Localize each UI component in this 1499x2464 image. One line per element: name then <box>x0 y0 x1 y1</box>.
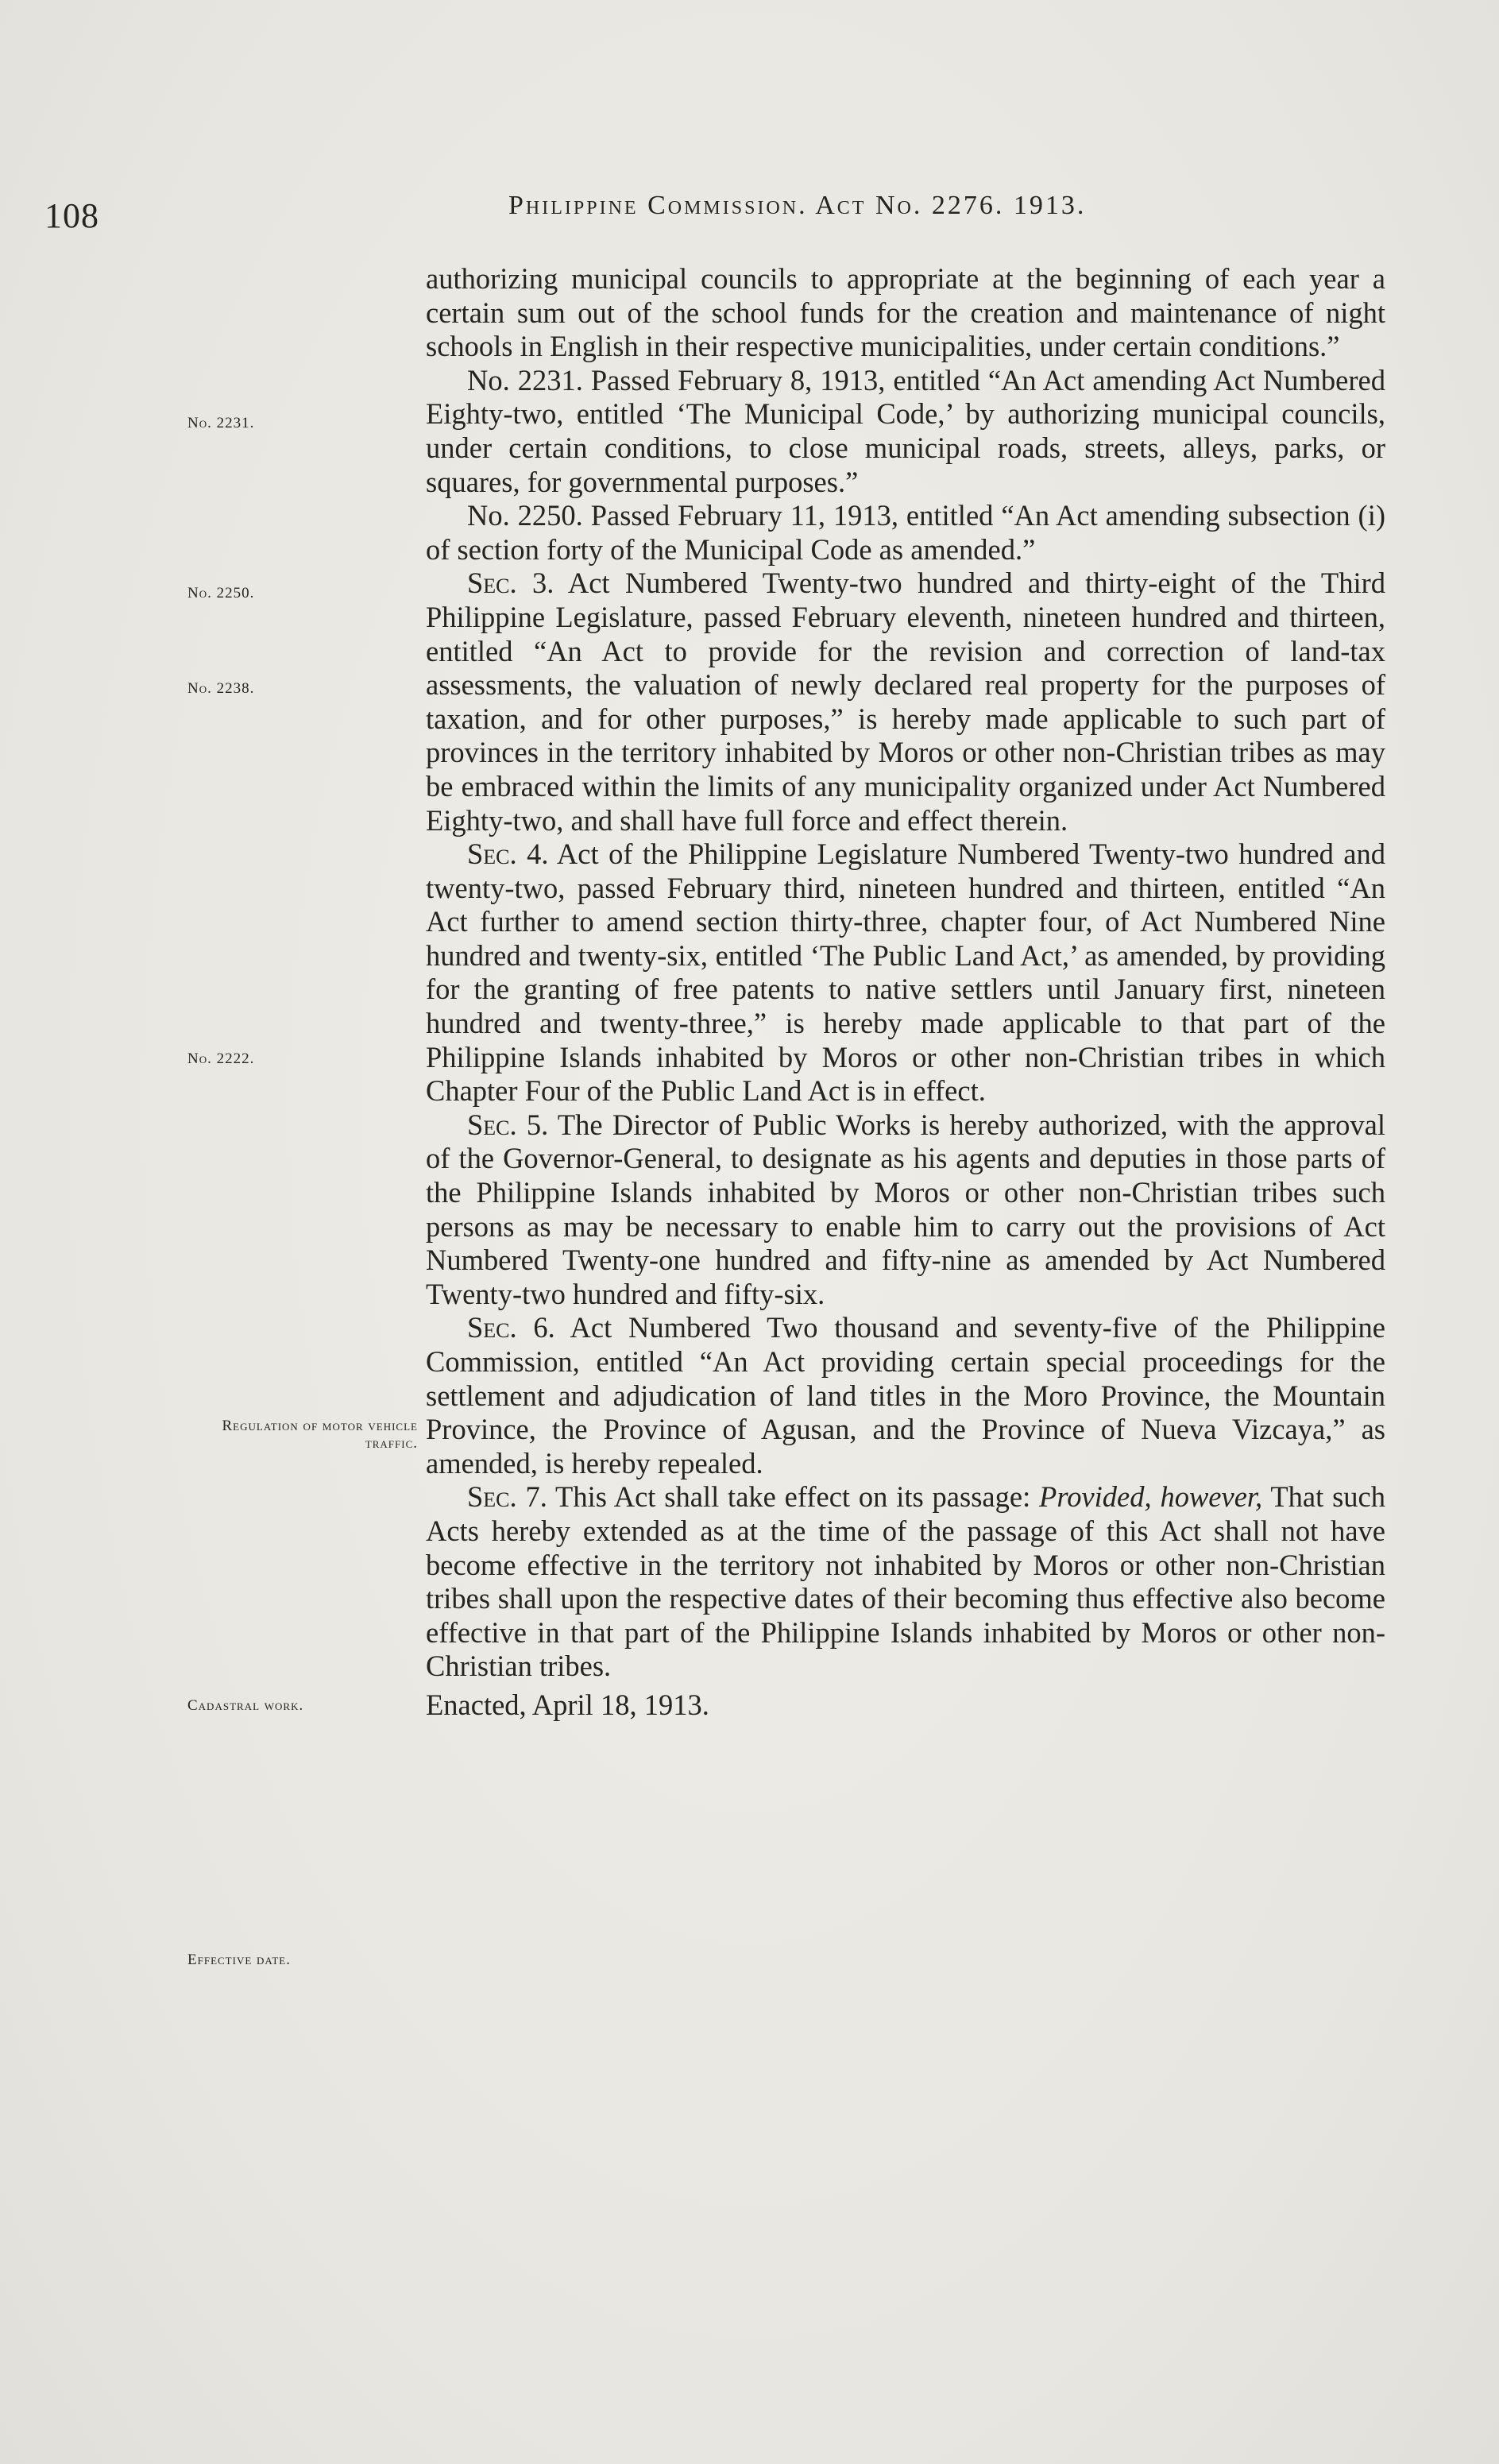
paragraph-no-2231: No. 2231. Passed February 8, 1913, entitled “An Act amending Act Numbered Eighty-two, entitled ‘The Municipal Code,’ by authorizing municipal councils, under certain conditions, to close municipal roads, streets, alleys, parks, or squares, for governmental purposes.” <box>426 363 1385 498</box>
section-7 <box>426 1480 1385 1684</box>
margin-note-no-2238: No. 2238. <box>187 680 255 697</box>
running-head: Philippine Commission. Act No. 2276. 1913. <box>508 191 1087 220</box>
section-5-label: Sec. 5. <box>467 1108 549 1141</box>
enacted-date: Enacted, April 18, 1913. <box>426 1688 709 1721</box>
section-3-label: Sec. 3. <box>467 567 554 600</box>
section-7-label: Sec. 7. <box>467 1480 547 1514</box>
paragraph-no-2250: No. 2250. Passed February 11, 1913, entitled “An Act amending subsection (i) of section forty of the Municipal Code as amended.” <box>426 499 1385 566</box>
section-6 <box>426 1311 1385 1480</box>
margin-note-effective-date: Effective date. <box>187 1951 291 1968</box>
section-6-label: Sec. 6. <box>467 1311 555 1344</box>
margin-note-no-2231: No. 2231. <box>187 415 255 431</box>
section-4-text: Act of the Philippine Legislature Numbered Twenty-two hundred and twenty-two, passed February third, nineteen hundred and thirteen, entitled “An Act further to amend section thirty-three, chapter four, of Act Numbered Nine hundred and twenty-six, entitled ‘The Public Land Act,’ as amended, by providing for the granting of free patents to native settlers until January first, nineteen hundred and twenty-three,” is hereby made applicable to that part of the Philippine Islands inhabited by Moros or other non-Christian tribes in which Chapter Four of the Public Land Act is in effect. <box>426 837 1385 1108</box>
section-6-text: Act Numbered Two thousand and seventy-five of the Philippine Commission, entitled “An Act providing certain special proceedings for the settlement and adjudication of land titles in the Moro Province, the Mountain Province, the Province of Agusan, and the Province of Nueva Vizcaya,” as amended, is hereby repealed. <box>426 1311 1385 1480</box>
section-3 <box>426 567 1385 837</box>
section-7-text-b: That such Acts hereby extended as at the time of the passage of this Act shall not have become effective in the territory not inhabited by Moros or other non-Christian tribes shall upon the respective dates of their becoming thus effective also become effective in that part of the Philippine Islands inhabited by Moros or other non-Christian tribes. <box>426 1480 1385 1683</box>
margin-note-no-2222: No. 2222. <box>187 1050 255 1067</box>
margin-note-no-2250: No. 2250. <box>187 585 255 601</box>
section-3-text: Act Numbered Twenty-two hundred and thirty-eight of the Third Philippine Legislature, passed February eleventh, nineteen hundred and thirteen, entitled “An Act to provide for the revision and correction of land-tax assessments, the valuation of newly declared real property for the purposes of taxation, and for other purposes,” is hereby made applicable to such part of provinces in the territory inhabited by Moros or other non-Christian tribes as may be embraced within the limits of any municipality organized under Act Numbered Eighty-two, and shall have full force and effect therein. <box>426 567 1385 837</box>
section-4-label: Sec. 4. <box>467 837 549 871</box>
margin-note-motor-vehicle-traffic: Regulation of motor vehicle traffic. <box>222 1418 418 1452</box>
section-5-text: The Director of Public Works is hereby authorized, with the approval of the Governor-General, to designate as his agents and deputies in those parts of the Philippine Islands inhabited by Moros or other non-Christian tribes such persons as may be necessary to enable him to carry out the provisions of Act Numbered Twenty-one hundred and fifty-nine as amended by Act Numbered Twenty-two hundred and fifty-six. <box>426 1108 1385 1310</box>
section-7-proviso: Provided, however, <box>1039 1480 1263 1514</box>
section-5 <box>426 1108 1385 1312</box>
margin-note-cadastral-work: Cadastral work. <box>187 1697 304 1714</box>
page-number: 108 <box>44 196 99 235</box>
section-7-text-a: This Act shall take effect on its passage: <box>547 1480 1040 1514</box>
section-4 <box>426 837 1385 1108</box>
body-text <box>426 262 1385 1723</box>
paragraph-continuation: authorizing municipal councils to appropriate at the beginning of each year a certain sum out of the school funds for the creation and maintenance of night schools in English in their respective municipalities, under certain conditions.” <box>426 262 1385 363</box>
